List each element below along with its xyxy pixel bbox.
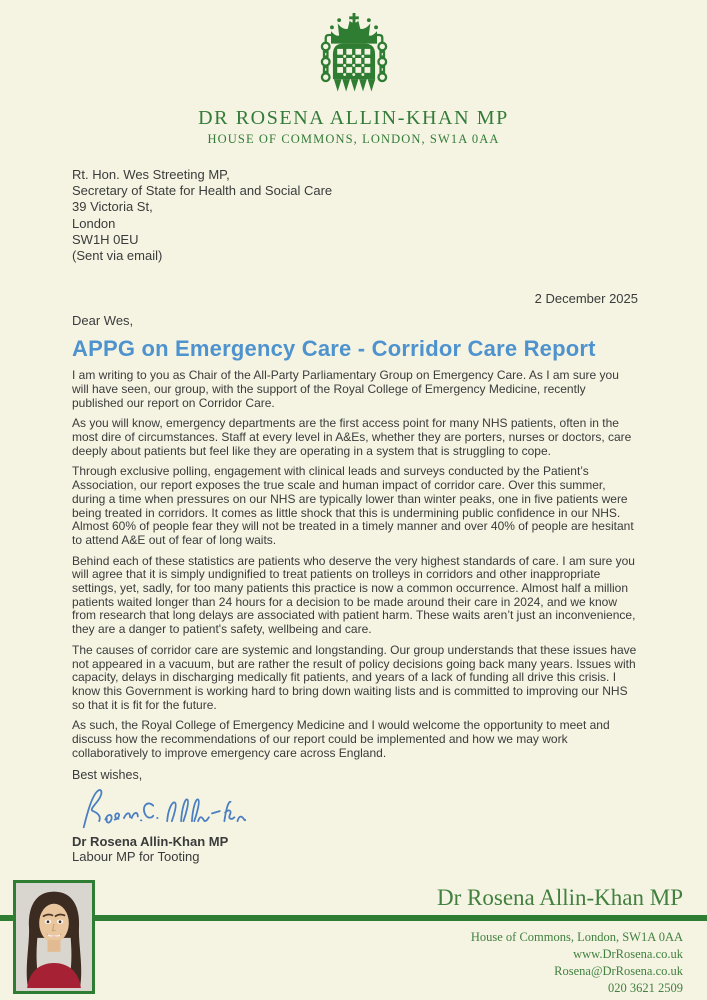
letter-paragraph: As such, the Royal College of Emergency Medicine and I would welcome the opportunity to meet and discuss how the recommendations of our report could be implemented and how we may work collaboratively to improve emergency care across England. — [72, 718, 610, 760]
handwritten-signature — [76, 785, 246, 831]
recipient-line: (Sent via email) — [72, 248, 163, 264]
footer-name: Dr Rosena Allin-Khan MP — [437, 885, 683, 910]
letter-date: 2 December 2025 — [534, 291, 638, 307]
footer-contact-line: House of Commons, London, SW1A 0AA — [470, 930, 683, 944]
letterhead-address: HOUSE OF COMMONS, LONDON, SW1A 0AA — [207, 132, 500, 146]
letterhead — [0, 0, 707, 147]
footer-divider-band — [0, 915, 707, 921]
letter-paragraph: I am writing to you as Chair of the All-Party Parliamentary Group on Emergency Care. As I am sure you will have seen, our group, with the support of the Royal College of Emergency Medicine, recently published our report on Corridor Care. — [72, 368, 619, 410]
footer-contact-phone: 020 3621 2509 — [608, 981, 683, 995]
subject-heading: APPG on Emergency Care - Corridor Care Report — [72, 336, 596, 362]
closing: Best wishes, — [72, 767, 143, 782]
recipient-address-block — [72, 167, 638, 264]
letter-paragraph: Through exclusive polling, engagement with clinical leads and surveys conducted by the Patient’s Association, our report exposes the true scale and human impact of corridor care. Over this summer, during a time when pressures on our NHS are typically lower than winter peaks, one in five patients were being treated in corridors. It comes as little shock that this is undermining public confidence in our NHS. Almost 60% of people fear they will not be treated in a timely manner and over 40% of people are hesitant to attend A&E out of fear of long waits. — [72, 464, 634, 547]
portrait-photo — [13, 880, 95, 994]
letter-paragraph: As you will know, emergency departments are the first access point for many NHS patients, often in the most dire of circumstances. Staff at every level in A&Es, whether they are porters, nurses or doctors, care deeply about patients but feel like they are operating in a system that is struggling to cope. — [72, 416, 632, 458]
signer-role: Labour MP for Tooting — [72, 848, 200, 864]
recipient-line: SW1H 0EU — [72, 231, 139, 247]
recipient-line: London — [72, 215, 116, 231]
letterhead-name: DR ROSENA ALLIN-KHAN MP — [198, 107, 509, 129]
portcullis-crest-icon — [306, 12, 402, 104]
letter-paragraph: Behind each of these statistics are patients who deserve the very highest standards of care. I am sure you will agree that it is simply undignified to treat patients on trolleys in corridors and other inappropriate settings, yet, sadly, for too many patients this practice is now a common occurrence. Almost half a million patients waited longer than 24 hours for a decision to be made around their care in 2024, and we know from research that long delays are associated with patient harm. These waits aren’t just an inconvenience, they are a danger to patient's safety, wellbeing and care. — [72, 553, 636, 637]
signer-name: Dr Rosena Allin-Khan MP — [72, 833, 229, 849]
footer-contact-email[interactable]: Rosena@DrRosena.co.uk — [554, 964, 683, 978]
footer-contact-website[interactable]: www.DrRosena.co.uk — [573, 947, 683, 961]
footer-contact-block — [471, 929, 683, 997]
recipient-line: Secretary of State for Health and Social Care — [72, 183, 333, 199]
letter-paragraph: The causes of corridor care are systemic and longstanding. Our group understands that these issues have not appeared in a vacuum, but are rather the result of policy decisions going back many years. Issues with capacity, delays in discharging medically fit patients, and years of a lack of funding all drive this crisis. I know this Government is working hard to bring down waiting lists and is committed to improving our NHS so that it is fit for the future. — [72, 642, 637, 712]
salutation: Dear Wes, — [72, 313, 134, 329]
recipient-line: Rt. Hon. Wes Streeting MP, — [72, 167, 230, 182]
recipient-line: 39 Victoria St, — [72, 199, 153, 215]
